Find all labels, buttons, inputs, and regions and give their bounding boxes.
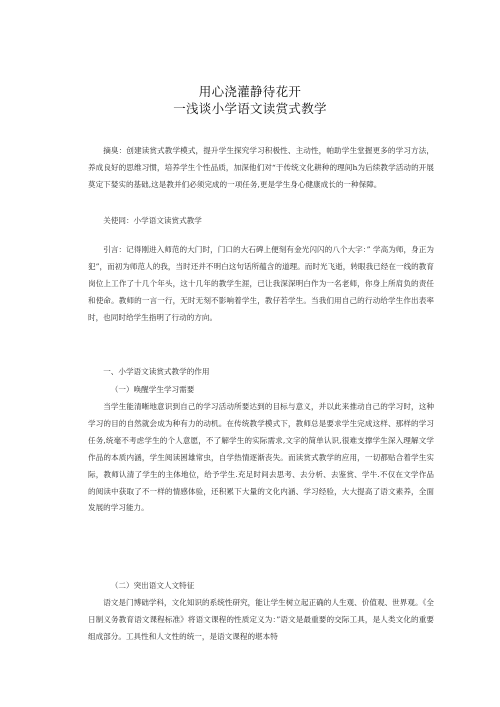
document-title: 用心浇灌静待花开 — [198, 84, 302, 99]
abstract-paragraph: 摘臭：创建读赏式教学模式，提升学生探究学习积极性、主动性，帕助学生堂握更多的学习方法，养成良好的思维习惯，培养学生个性品质，加深他们对“于传统文化耕种的理间h为后续教学活动的开展莫定下婪实的基础,这是教并们必须完成的一项任务,更是学生身心健康成长的一种保障。 — [88, 146, 434, 189]
subsection-2-heading: （二）突出语文人文特征 — [110, 581, 195, 590]
subsection-1-heading: （一）唤醒学生学习需要 — [110, 385, 195, 394]
subsection-2-body: 语文是门博础学科，文化知识的系统性研究，能让学生树立起正确的人生观、价值观、世界观。《全日制义务教育语文课程标准》将语文课程的性质定义为：”语文是最重要的交际工具，是人类文化的重要组成部分。工具性和人文性的统一，是语文课程的堪本特 — [88, 598, 434, 641]
keywords-line: 关使同：小学语文读赏式教学 — [103, 216, 202, 225]
subsection-1-body: 当学生能清晰地意识到自己的学习活动所要达到的目标与意义，并以此来推动自己的学习时，这种学习的目的自然就会成为种有力的动机。在传统教学模式下，教师总是要求学生完成这样、那样的学习任务,统毫不考虑学生的个人意愿，不了解学生的实际需求,文字的简单认识,很难支撑学生深入理解文学作品的本质内涵，学生阅读困雄常虫，自学热情逐渐丧失。而读赏式教学的应用，一切都贴合着学生实际，教师认清了学生的主体地位，给予学生.充足时间去思考、去分析、去鉴赏、学牛.不仅在文学作品的阅读中获取了不一样的情感体验，还积累下大量的文化内涵、学习经验，大大提高了语文素养，全面发展的学习能力。 — [88, 402, 434, 513]
section-1-heading: 一、小学语文读赏式教学的作用 — [103, 367, 210, 376]
document-subtitle: 一浅谈小学语文读赏式教学 — [173, 101, 327, 116]
intro-paragraph: 引言：记得刚进入师范的大门时，门口的大石碑上便刻有金光闪闪的八个大字：” 学高为师，身正为犯”，而初为师范人的我，当时还并不明白这句话所蕴含的道理。而时光飞逝，转眼我已经在一线的教育岗位上工作了十几个年头，这十几年的教学生涯，已让我深深明白作为一名老师，你身上所肩负的责任和使命。教师的一言一行，无时无刻不影响着学生，教仔若学生。当我们用自己的行动给学生作出表率时，也同时给学生指明了行动的方向。 — [88, 245, 434, 322]
